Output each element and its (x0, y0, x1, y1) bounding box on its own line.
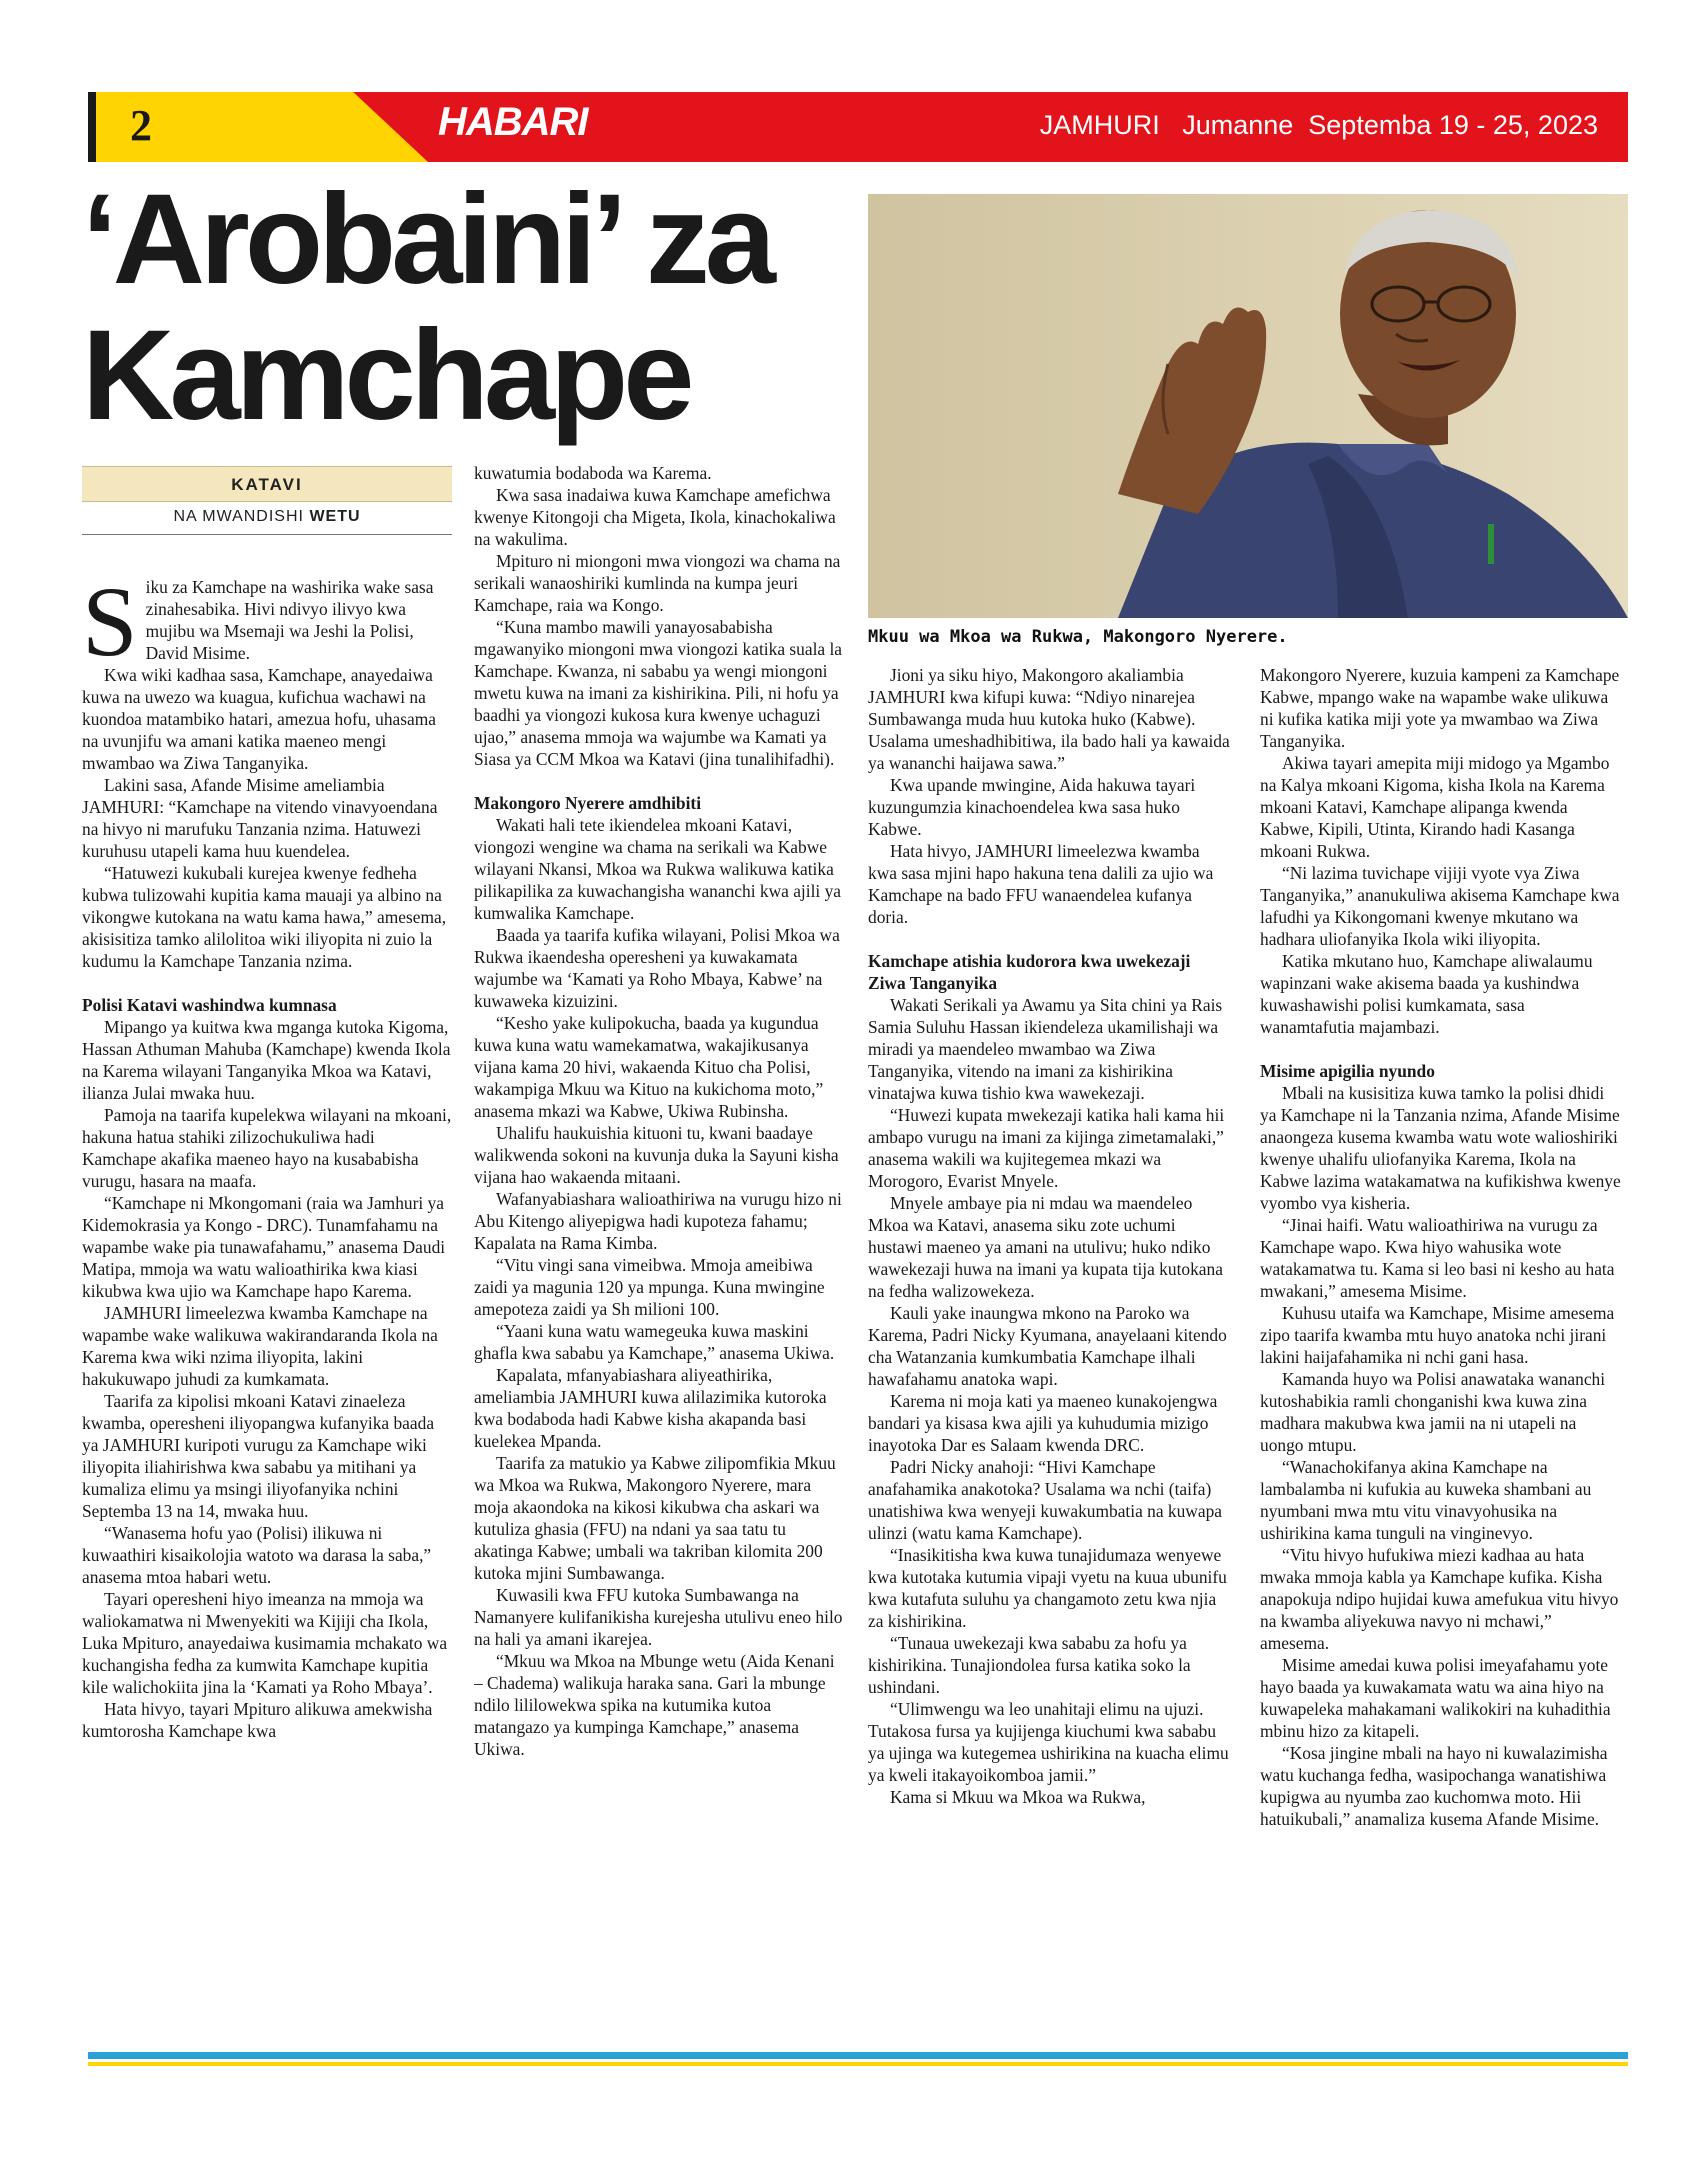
article-column-1 (82, 576, 452, 2036)
paragraph: kuwatumia bodaboda wa Karema. (474, 463, 712, 483)
paragraph: Karema ni moja kati ya maeneo kunakojengwa bandari ya kisasa kwa ajili ya kuhudumia mizigo inayotoka Dar es Salaam kwenda DRC. (868, 1391, 1218, 1455)
paragraph: Wakati Serikali ya Awamu ya Sita chini ya Rais Samia Suluhu Hassan ikiendeleza ukamilishaji wa miradi ya maendeleo mwambao wa Ziwa Tanganyika, vitendo na imani za kishirikina vinatajwa kuwa tishio kwa wawekezaji. (868, 995, 1223, 1103)
paragraph: Uhalifu haukuishia kituoni tu, kwani baadaye walikwenda sokoni na kuvunja duka la Sayuni kisha vijana hao wakaenda mitaani. (474, 1123, 839, 1187)
paragraph: Mpituro ni miongoni mwa viongozi wa chama na serikali wanaoshiriki kumlinda na kumpa jeuri Kamchape, raia wa Kongo. (474, 551, 841, 615)
article-photo (868, 194, 1628, 618)
publication-dateline: JAMHURI Jumanne Septemba 19 - 25, 2023 (1039, 110, 1598, 140)
headline-line-2: Kamchape (82, 304, 690, 447)
drop-cap: S (82, 576, 138, 677)
subheading: Polisi Katavi washindwa kumnasa (82, 995, 337, 1015)
paragraph: “Mkuu wa Mkoa na Mbunge wetu (Aida Kenani – Chadema) walikuja haraka sana. Gari la mbunge ndilo lililowekwa spika na kutumika kutoa matangazo ya kumpinga Kamchape,” anasema Ukiwa. (474, 1651, 835, 1759)
header-black-bar (88, 92, 96, 162)
paragraph: Hata hivyo, tayari Mpituro alikuwa amekwisha kumtorosha Kamchape kwa (82, 1699, 433, 1741)
article-column-4 (1260, 664, 1622, 2042)
paragraph: Makongoro Nyerere, kuzuia kampeni za Kamchape Kabwe, mpango wake na wapambe wake ulikuwa ni kufika katika miji yote ya mwambao wa Ziwa Tanganyika. (1260, 665, 1620, 751)
footer-blue-stripe (88, 2052, 1628, 2059)
paragraph: “Kuna mambo mawili yanayosababisha mgawanyiko miongoni mwa viongozi katika suala la Kamchape. Kwanza, ni sababu ya wengi miongoni mwetu kuwa na imani za kishirikina. Pili, ni hofu ya baadhi ya viongozi kukosa kura kwenye uchaguzi ujao,” anasema mmoja wa wajumbe wa Kamati ya Siasa ya CCM Mkoa wa Katavi (jina tunalihifadhi). (474, 617, 843, 769)
paragraph: Kwa sasa inadaiwa kuwa Kamchape amefichwa kwenye Kitongoji cha Migeta, Ikola, kinachokaliwa na wakulima. (474, 485, 836, 549)
paragraph: Jioni ya siku hiyo, Makongoro akaliambia JAMHURI kwa kifupi kuwa: “Ndiyo ninarejea Sumbawanga muda huu kutoka huko (Kabwe). Usalama umeshadhibitiwa, ila bado hali ya kawaida ya wananchi haijawa sawa.” (868, 665, 1230, 773)
byline-author: WETU (309, 508, 361, 525)
paragraph: Kuwasili kwa FFU kutoka Sumbawanga na Namanyere kulifanikisha kurejesha utulivu eneo hilo na hali ya amani ikarejea. (474, 1585, 843, 1649)
paragraph: Lakini sasa, Afande Misime ameliambia JAMHURI: “Kamchape na vitendo vinavyoendana na hivyo ni marufuku Tanzania nzima. Hatuwezi kuruhusu utapeli kama huu kuendelea. (82, 775, 438, 861)
paragraph: Kwa upande mwingine, Aida hakuwa tayari kuzungumzia kinachoendelea kwa sasa huko Kabwe. (868, 775, 1196, 839)
paragraph: Kama si Mkuu wa Mkoa wa Rukwa, (890, 1787, 1146, 1807)
paragraph: “Hatuwezi kukubali kurejea kwenye fedheha kubwa tulizowahi kupitia kama mauaji ya albino na vikongwe kutokana na watu kama hawa,” amesema, akisisitiza tamko alilolitoa wiki iliyopita ni zuio la kudumu la Kamchape Tanzania nzima. (82, 863, 447, 971)
paragraph: Taarifa za kipolisi mkoani Katavi zinaeleza kwamba, operesheni iliyopangwa kufanyika baada ya JAMHURI kuripoti vurugu za Kamchape wiki iliyopita iliahirishwa kwa sababu ya mitihani ya kumaliza elimu ya msingi iliyofanyika nchini Septemba 13 na 14, mwaka huu. (82, 1391, 435, 1521)
subheading: Misime apigilia nyundo (1260, 1061, 1435, 1081)
paragraph: Mnyele ambaye pia ni mdau wa maendeleo Mkoa wa Katavi, anasema siku zote uchumi hustawi maeneo ya amani na utulivu; huko ndiko wawekezaji huwa na imani ya kupata tija kutokana na fedha walizowekeza. (868, 1193, 1223, 1301)
paragraph: Pamoja na taarifa kupelekwa wilayani na mkoani, hakuna hatua stahiki zilizochukuliwa hadi Kamchape akafika maeneo hayo na kusababisha vurugu, hasara na maafa. (82, 1105, 452, 1191)
paragraph: Katika mkutano huo, Kamchape aliwalaumu wapinzani wake akisema baada ya kushindwa kuwashawishi polisi kumkamata, sasa wanamtafutia majambazi. (1260, 951, 1593, 1037)
paragraph: “Vitu hivyo hufukiwa miezi kadhaa au hata mwaka mmoja kabla ya Kamchape kufika. Kisha anapokuja ndipo hujidai kuwa amefukua vitu hivyo na kwamba aliyekuwa navyo ni mchawi,” amesema. (1260, 1545, 1619, 1653)
paragraph: “Kesho yake kulipokucha, baada ya kugundua kuwa kuna watu wamekamatwa, wakajikusanya vijana kama 20 hivi, wakaenda Kituo cha Polisi, wakampiga Mkuu wa Kituo na kukichoma moto,” anasema mkazi wa Kabwe, Ukiwa Rubinsha. (474, 1013, 824, 1121)
paragraph: Kauli yake inaungwa mkono na Paroko wa Karema, Padri Nicky Kyumana, anayelaani kitendo cha Watanzania kumkumbatia Kamchape ilhali hawafahamu anatoka wapi. (868, 1303, 1227, 1389)
byline-divider (82, 534, 452, 535)
paragraph: JAMHURI limeelezwa kwamba Kamchape na wapambe wake walikuwa wakirandaranda Ikola na Karema kwa wiki nzima iliyopita, lakini hakukuwapo juhudi za kumkamata. (82, 1303, 438, 1389)
paragraph: Kuhusu utaifa wa Kamchape, Misime amesema zipo taarifa kwamba mtu huyo anatoka nchi jirani lakini haijafahamika ni nchi gani hasa. (1260, 1303, 1615, 1367)
page-number: 2 (130, 101, 152, 150)
headline-line-1: ‘Arobaini’ za (82, 168, 771, 311)
headline (82, 168, 862, 447)
article-column-2 (474, 462, 844, 2042)
paragraph: “Tunaua uwekezaji kwa sababu za hofu ya kishirikina. Tunajiondolea fursa katika soko la ushindani. (868, 1633, 1191, 1697)
paragraph: Kamanda huyo wa Polisi anawataka wananchi kutoshabikia ramli chonganishi kwa kuwa zina madhara makubwa kwa jamii na ni utapeli na uongo mtupu. (1260, 1369, 1606, 1455)
paragraph: Tayari operesheni hiyo imeanza na mmoja wa waliokamatwa ni Mwenyekiti wa Kijiji cha Ikola, Luka Mpituro, anayedaiwa kusimamia mchakato wa kuchangisha fedha za kumwita Kamchape kupitia kile walichokiita jina la ‘Kamati ya Roho Mbaya’. (82, 1589, 448, 1697)
paragraph: “Huwezi kupata mwekezaji katika hali kama hii ambapo vurugu na imani za kijinga zimetamalaki,” anasema wakili wa kujitegemea mkazi wa Morogoro, Evarist Mnyele. (868, 1105, 1225, 1191)
paragraph: “Jinai haifi. Watu walioathiriwa na vurugu za Kamchape wapo. Kwa hiyo wahusika wote watakamatwa tu. Kama si leo basi ni kesho au hata mwakani,” amesema Misime. (1260, 1215, 1615, 1301)
paragraph: Wafanyabiashara walioathiriwa na vurugu hizo ni Abu Kitengo aliyepigwa hadi kupoteza fahamu; Kapalata na Rama Kimba. (474, 1189, 842, 1253)
paragraph: Hata hivyo, JAMHURI limeelezwa kwamba kwa sasa mjini hapo hakuna tena dalili za ujio wa Kamchape na bado FFU wanaendelea kufanya doria. (868, 841, 1214, 927)
paragraph: “Vitu vingi sana vimeibwa. Mmoja ameibiwa zaidi ya magunia 120 ya mpunga. Kuna mwingine amepoteza zaidi ya Sh milioni 100. (474, 1255, 825, 1319)
lead-paragraph: Siku za Kamchape na washirika wake sasa zinahesabika. Hivi ndivyo ilivyo kwa mujibu wa Msemaji wa Jeshi la Polisi, David Misime. (82, 576, 434, 677)
portrait-illustration (868, 194, 1628, 618)
paragraph: “Wanachokifanya akina Kamchape na lambalamba ni kufukia au kuweka shambani au nyumbani mwa mtu vitu vinavyohusika na ushirikina kama tunguli na vinginevyo. (1260, 1457, 1592, 1543)
paragraph: Wakati hali tete ikiendelea mkoani Katavi, viongozi wengine wa chama na serikali wa Kabwe wilayani Nkansi, Mkoa wa Rukwa walikuwa katika pilikapilika za kuwachangisha wananchi kwa ajili ya kumwalika Kamchape. (474, 815, 842, 923)
paragraph: “Wanasema hofu yao (Polisi) ilikuwa ni kuwaathiri kisaikolojia watoto wa darasa la saba,” anasema mtoa habari wetu. (82, 1523, 432, 1587)
paragraph: “Ni lazima tuvichape vijiji vyote vya Ziwa Tanganyika,” ananukuliwa akisema Kamchape kwa lafudhi ya Kikongomani kwenye mkutano wa hadhara uliofanyika Ikola wiki iliyopita. (1260, 863, 1620, 949)
byline-prefix: NA MWANDISHI (173, 508, 304, 525)
paragraph: “Yaani kuna watu wamegeuka kuwa maskini ghafla kwa sababu ya Kamchape,” anasema Ukiwa. (474, 1321, 835, 1363)
paragraph: Baada ya taarifa kufika wilayani, Polisi Mkoa wa Rukwa ikaendesha operesheni ya kuwakamata wajumbe wa ‘Kamati ya Roho Mbaya, Kabwe’ na kuwaweka kizuizini. (474, 925, 840, 1011)
location-tag: KATAVI (82, 466, 452, 502)
paragraph: Akiwa tayari amepita miji midogo ya Mgambo na Kalya mkoani Kigoma, kisha Ikola na Karema mkoani Katavi, Kamchape alipanga kwenda Kabwe, Kipili, Utinta, Kirando hadi Kasanga mkoani Rukwa. (1260, 753, 1610, 861)
article-column-3 (868, 664, 1230, 2042)
photo-caption: Mkuu wa Mkoa wa Rukwa, Makongoro Nyerere. (868, 627, 1288, 647)
paragraph: Kwa wiki kadhaa sasa, Kamchape, anayedaiwa kuwa na uwezo wa kuagua, kufichua wachawi na kuondoa matambiko hatari, amezua hofu, uhasama na uvunjifu wa amani katika maeneo mengi mwambao wa Ziwa Tanganyika. (82, 665, 436, 773)
paragraph: “Ulimwengu wa leo unahitaji elimu na ujuzi. Tutakosa fursa ya kujijenga kiuchumi kwa sababu ya ujinga wa kutegemea ushirikina na kuacha elimu ya kweli itakayoikomboa jamii.” (868, 1699, 1229, 1785)
paragraph: Mipango ya kuitwa kwa mganga kutoka Kigoma, Hassan Athuman Mahuba (Kamchape) kwenda Ikola na Karema wilayani Tanganyika Mkoa wa Katavi, ilianza Julai mwaka huu. (82, 1017, 451, 1103)
paragraph: Taarifa za matukio ya Kabwe zilipomfikia Mkuu wa Mkoa wa Rukwa, Makongoro Nyerere, mara moja akaondoka na kikosi kikubwa cha askari wa kutuliza ghasia (FFU) na ndani ya saa tatu tu akatinga Kabwe; umbali wa takriban kilomita 200 kutoka mjini Sumbawanga. (474, 1453, 836, 1583)
paragraph: “Inasikitisha kwa kuwa tunajidumaza wenyewe kwa kutotaka kutumia vipaji vyetu na kuua ubunifu kwa kutafuta suluhu ya changamoto zetu kwa njia za kishirikina. (868, 1545, 1227, 1631)
paragraph: Padri Nicky anahoji: “Hivi Kamchape anafahamika anakotoka? Usalama wa nchi (taifa) unatishiwa kwa wenyeji kuwakumbatia na kuwapa ulinzi (watu kama Kamchape). (868, 1457, 1222, 1543)
page-header (88, 92, 1628, 162)
paragraph: Misime amedai kuwa polisi imeyafahamu yote hayo baada ya kuwakamata watu wa aina hiyo na kuwapeleka mahakamani walikokiri na kuhadithia mbinu hizo za kitapeli. (1260, 1655, 1611, 1741)
subheading: Makongoro Nyerere amdhibiti (474, 793, 702, 813)
paragraph: Mbali na kusisitiza kuwa tamko la polisi dhidi ya Kamchape ni la Tanzania nzima, Afande Misime anaongeza kusema kwamba watu wote walioshiriki kwenye uhalifu uliofanyika Karema, Ikola na Kabwe lazima watakamatwa na kufikishwa kwenye vyombo vya kisheria. (1260, 1083, 1621, 1213)
byline (82, 508, 452, 526)
paragraph: Kapalata, mfanyabiashara aliyeathirika, ameliambia JAMHURI kuwa alilazimika kutoroka kwa bodaboda hadi Kabwe kisha akapanda basi kuelekea Mpanda. (474, 1365, 827, 1451)
subheading: Kamchape atishia kudorora kwa uwekezaji Ziwa Tanganyika (868, 951, 1191, 993)
footer-yellow-stripe (88, 2062, 1628, 2066)
section-title: HABARI (438, 100, 588, 144)
paragraph: “Kosa jingine mbali na hayo ni kuwalazimisha watu kuchanga fedha, wasipochanga wanatishiwa kupigwa au nyumba zao kuchomwa moto. Hii hatuikubali,” anamaliza kusema Afande Misime. (1260, 1743, 1608, 1829)
paragraph: “Kamchape ni Mkongomani (raia wa Jamhuri ya Kidemokrasia ya Kongo - DRC). Tunamfahamu na wapambe wake pia tunawafahamu,” anasema Daudi Matipa, mmoja wa watu walioathirika kwa kiasi kikubwa kwa ujio wa Kamchape hapo Karema. (82, 1193, 446, 1301)
